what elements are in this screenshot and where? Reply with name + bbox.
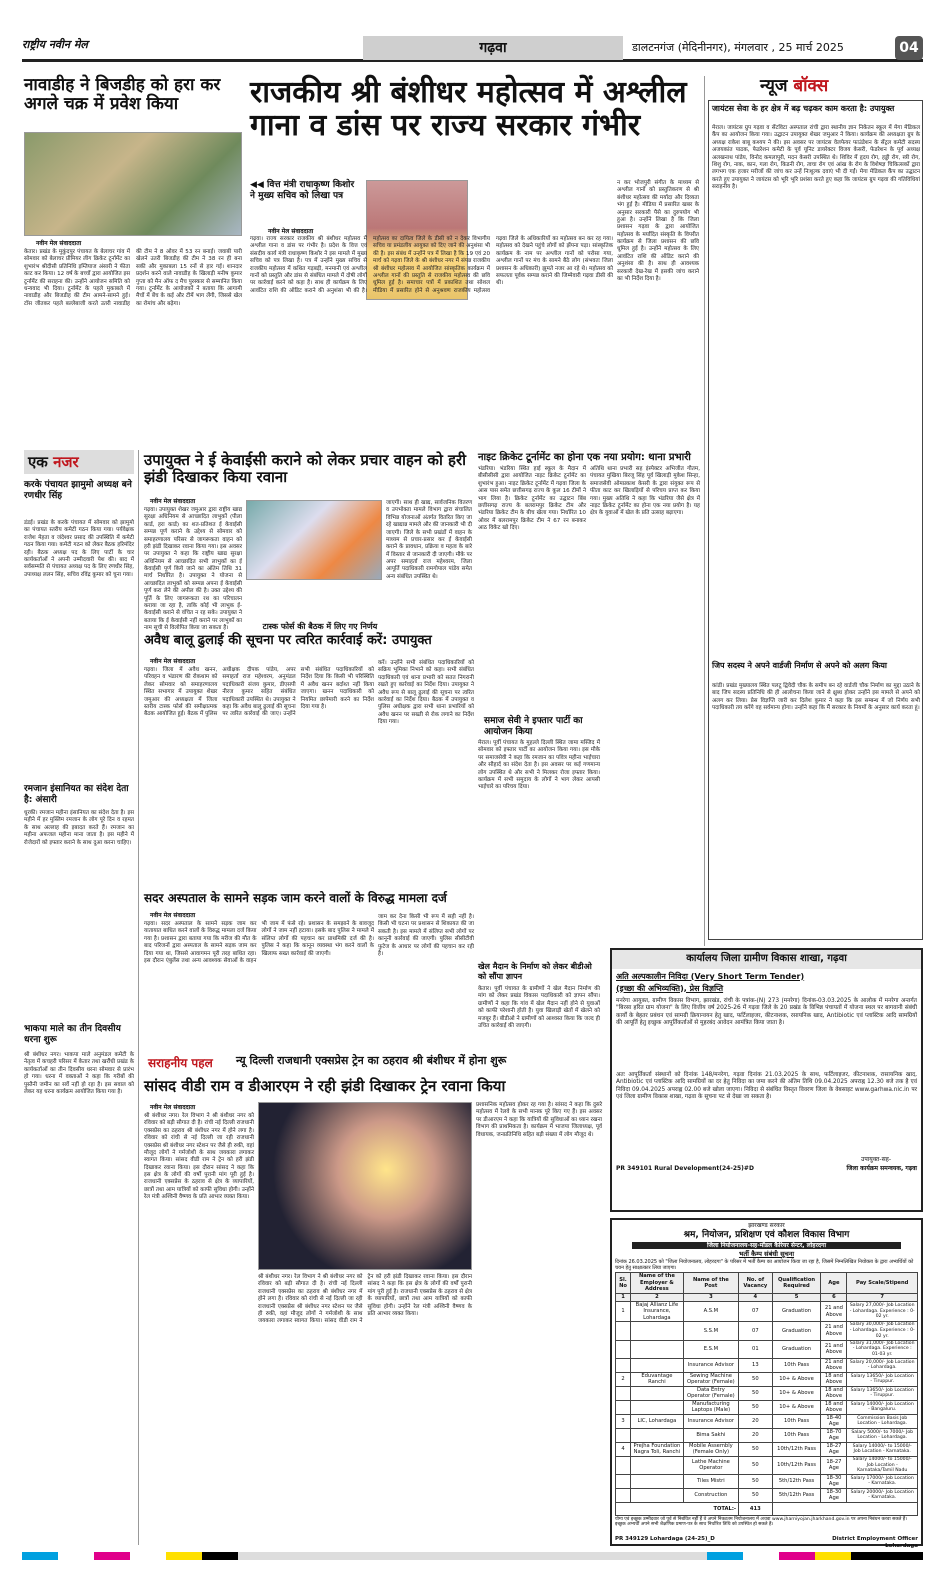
- playground-headline: खेल मैदान के निर्माण को लेकर बीडीओ को सौंपा ज्ञापन: [478, 962, 592, 981]
- train-label: सराहनीय पहल: [144, 1052, 234, 1074]
- train-flag-off-photo: [258, 1102, 472, 1270]
- col-post: Name of the Post: [683, 1273, 738, 1294]
- table-cell: 3: [616, 1414, 631, 1428]
- table-cell: 21 and Above: [821, 1301, 847, 1322]
- tender-body1: मनरेगा आयुक्त, ग्रामीण विकास विभाग, झारखंड, रांची के पत्रांक-(N) 273 (मनरेगा) दिनांक-03.03.2025 के आलोक में मनरेगा अन्तर्गत "बिरसा हरित ग्राम योजना" के लिए वित्तीय वर्ष 2025-26 में गढ़वा जिले के 20 प्रखंड के विभिन्न पंचायतों में योजना स्थल पर बागवानी संबंधी कार्यों के बेहतर प्रबंधन एवं सामग्री क्रियान्वयन हेतु खाद, फर्टिलाइजर, कीटनाशक, रसायनिक खाद, Antibiotic एवं प्लास्टिक आदि सामग्रियों की आपूर्ति हेतु इच्छुक आपूर्तिकर्ताओं से मुहरबंद आवेदन आमंत्रित किया जाता है।: [616, 997, 917, 1027]
- table-cell: [616, 1456, 631, 1474]
- table-cell: Salary 20000/- Job Location - Karnataka.: [847, 1488, 918, 1502]
- hospital-body-cont: जाम कर देना किसी भी रूप में सही नहीं है। किसी भी घटना पर प्रशासन से शिकायत की जा सकती है। इस मामले में संलिप्त सभी लोगों पर कानूनी कार्रवाई की जाएगी। पुलिस सीसीटीवी फुटेज के आधार पर लोगों की पहचान कर रही है।: [378, 914, 474, 957]
- table-row: [616, 1428, 918, 1442]
- colnum: 5: [772, 1293, 821, 1301]
- jobs-notice-text: दिनांक 26.03.2025 को "जिला नियोजनालय, लोहरदगा" के परिसर में भर्ती कैम्प का आयोजन किया जा रहा है, जिसमें निम्नलिखित नियोक्ता के द्वारा अभ्यर्थियों को चयन हेतु साक्षात्कार लिया जाएगा।: [615, 1259, 914, 1272]
- table-cell: Salary 14000/- Job Location - Bangaluru.: [847, 1400, 918, 1414]
- table-cell: 10th Pass: [772, 1358, 821, 1372]
- table-cell: Bajaj Allianz Life Insurance, Lohardaga: [631, 1301, 684, 1322]
- ekyc-byline: नवीन मेल संवाददाता: [150, 498, 196, 505]
- nazar-story3-headline: भाकपा माले का तीन दिवसीय धरना शुरू: [24, 1024, 121, 1046]
- jobs-pr-code: PR 349129 Lohardaga (24-25)_D: [615, 1535, 715, 1542]
- news-box-title: [760, 76, 828, 97]
- table-cell: [631, 1488, 684, 1502]
- chevron-icon: ◀◀: [250, 180, 267, 190]
- table-cell: 10th Pass: [772, 1414, 821, 1428]
- table-cell: Insurance Advisor: [683, 1414, 738, 1428]
- table-cell: 50: [739, 1488, 773, 1502]
- table-cell: Eduvantage Ranchi: [631, 1372, 684, 1386]
- table-cell: 18-30 Age: [821, 1474, 847, 1488]
- table-cell: Graduation: [772, 1301, 821, 1322]
- news-box: [708, 100, 923, 940]
- table-row: [616, 1400, 918, 1414]
- nazar-story2-headline: रमजान इंसानियत का संदेश देता है: अंसारी: [24, 784, 129, 806]
- table-cell: Graduation: [772, 1340, 821, 1358]
- table-cell: Insurance Advisor: [683, 1358, 738, 1372]
- table-cell: Sewing Machine Operator (Female): [683, 1372, 738, 1386]
- table-cell: 20: [739, 1428, 773, 1442]
- nazar-story1-headline: करके पंचायत झामुमो अध्यक्ष बने रणधीर सिंह: [24, 480, 132, 502]
- table-cell: 10+ & Above: [772, 1386, 821, 1400]
- tender-notice: [610, 948, 923, 1212]
- table-cell: Salary 14000/- to 15000/- Job Location - Karnataka.: [847, 1442, 918, 1456]
- news-box-title-a: न्यूज: [760, 76, 788, 96]
- table-cell: 01: [739, 1340, 773, 1358]
- print-color-bar: [22, 1552, 923, 1560]
- train-body: श्री बंशीधर नगर। रेल विभाग ने श्री बंशीधर नगर को रविवार को बड़ी सौगात दी है। रांची नई दिल्ली राजधानी एक्सप्रेस का ठहराव श्री बंशीधर नगर में होने लगा है। रविवार को रांची से नई दिल्ली जा रही राजधानी एक्सप्रेस श्री बंशीधर नगर स्टेशन पर जैसे ही रुकी, वहां मौजूद लोगों ने गर्मजोशी के साथ जयकारा लगाकर स्वागत किया। सांसद वीडी राम ने ट्रेन को हरी झंडी दिखाकर रवाना किया। इस दौरान सांसद ने कहा कि इस क्षेत्र के लोगों की वर्षों पुरानी मांग पूरी हुई है। राजधानी एक्सप्रेस के ठहराव से क्षेत्र के व्यापारियों, छात्रों तथा आम यात्रियों को काफी सुविधा होगी। उन्होंने रेल मंत्री अश्विनी वैष्णव के प्रति आभार व्यक्त किया।: [144, 1113, 254, 1201]
- colnum: 7: [847, 1293, 918, 1301]
- train-body-cont: प्रशासनिक महोत्सव होकर रह गया है। सांसद ने कहा कि दुसरे महोत्सव में रेलवे के सभी मानक पूरे किए गए हैं। इस अवसर पर डीआरएम ने कहा कि यात्रियों की सुविधाओं का ध्यान रखना विभाग की प्राथमिकता है। कार्यक्रम में भाजपा जिलाध्यक्ष, पूर्व विधायक, जनप्रतिनिधि सहित बड़ी संख्या में लोग मौजूद थे।: [476, 1102, 602, 1138]
- main-body: गढ़वा। राज्य सरकार राजकीय श्री बंशीधर महोत्सव में अश्लील गाना व डांस पर गंभीर है। प्रदेश के वित्त एवं संसदीय कार्य मंत्री राधाकृष्ण किशोर ने इस मामले में मुख्य सचिव को पत्र लिखा है। पत्र में उन्होंने मुख्य सचिव से राजकीय महोत्सव में कथित गड़बड़ी, मनमानी एवं अश्लील गानों को प्रस्तुति और डांस से संबंधित मामले में दोषी लोगों पर कार्रवाई करने को कहा है। साथ ही कार्यक्रम के लिए आवंटित राशि की ऑडिट कराने की अनुशंसा भी की है। महोत्सव का दायित्व जिले के डीसी को न देकर विभागीय सचिव या प्रमंडलीय आयुक्त को दिए जाने की अनुशंसा भी की है। इस संबंध में उन्होंने पत्र में लिखा है कि 19 एवं 20 मार्च को गढ़वा जिले के श्री बंशीधर नगर में संपन्न राजकीय श्री बंशीधर महोत्सव में आयोजित सांस्कृतिक कार्यक्रम में अश्लील गानों की प्रस्तुति से राजकीय महोत्सव की छवि धूमिल हुई है। समाचार पत्रों में प्रकाशित तथा सोशल मीडिया में प्रसारित होने से अनुश्रवण राजकीय महोत्सव गढ़वा जिले के अधिकारियों का महोत्सव बन कर रह गया। महोत्सव को देखने पहुंचे लोगों को झेंपना पड़ा। सांस्कृतिक कार्यक्रम के नाम पर अश्लील गानों को परोसा गया, अश्लील गानों पर मंच के सामने बैठे लोग (संभवतः जिला प्रशासन के अधिकारी) झूमते नजर आ रहे थे। महोत्सव को सफलता पूर्वक सम्पन्न कराने की जिम्मेवारी गढ़वा डीसी की थी।: [250, 236, 613, 294]
- colnum: 1: [616, 1293, 631, 1301]
- table-row: [616, 1456, 918, 1474]
- nazar-story2-body: धुरकी। रमजान महीना इंसानियत का संदेश देता है। इस महीने में हर मुस्लिम रमजान के लोग पूरे दिन व रहमत के साथ अल्लाह की इबादत करते हैं। रमजान का महीना अफजल महीना माना जाता है। इस महीने में रोजेदारों को इफ्तार कराने के साथ दुआ करना चाहिए।: [24, 810, 134, 846]
- table-cell: Salary 5000/- to 7000/- Job Location - Lohardaga.: [847, 1428, 918, 1442]
- table-cell: Salary 27,000/- Job Location - Lohardaga. Experience : 0-02 yr.: [847, 1301, 918, 1322]
- table-cell: 50: [739, 1400, 773, 1414]
- taskforce-kicker: टास्क फोर्स की बैठक में लिए गए निर्णय: [262, 622, 378, 631]
- nazar-story1-body: डंडई। प्रखंड के करके पंचायत में सोमवार को झामुमो का पंचायत स्तरीय कमेटी गठन किया गया। पर्यवेक्षक राजेश मेहता व जंदेश्वर प्रसाद की उपस्थिति में कमेटी गठन किया गया। कमेटी गठन को लेकर बैठक हरिमंदिर रही। बैठक अध्यक्ष पद के लिए पार्टी के चार कार्यकर्ताओं ने अपनी उम्मीदवारी पेश की। बाद में सर्वसम्मति से पंचायत अध्यक्ष पद के लिए रणधीर सिंह, उपाध्यक्ष ललन सिंह, सचिव रविंद्र कुमार को चुना गया।: [24, 520, 134, 578]
- table-cell: 21 and Above: [821, 1322, 847, 1340]
- ekyc-headline: उपायुक्त ने ई केवाईसी कराने को लेकर प्रचार वाहन को हरी झंडी दिखाकर किया रवाना: [144, 451, 467, 486]
- left-top-headline: नावाडीह ने बिजडीह को हरा कर अगले चक्र में प्रवेश किया: [24, 75, 221, 114]
- hospital-headline: सदर अस्पताल के सामने सड़क जाम करने वालों के विरुद्ध मामला दर्ज: [144, 891, 447, 905]
- tender-office: कार्यालय जिला ग्रामीण विकास शाखा, गढ़वा: [612, 950, 921, 969]
- col-age: Age: [821, 1273, 847, 1294]
- hospital-body: गढ़वा। सदर अस्पताल के सामने सड़क जाम कर यातायात बाधित करने वालों के विरुद्ध मामला दर्ज किया गया है। प्रशासन द्वारा बताया गया कि मरीज की मौत के बाद परिजनों द्वारा अस्पताल के सामने सड़क जाम कर दिया गया था, जिससे आवागमन पूरी तरह बाधित रहा। इस दौरान एंबुलेंस तथा अन्य आवश्यक सेवाओं के वाहन भी जाम में फंसे रहे। प्रशासन के समझाने के बावजूद लोगों ने जाम नहीं हटाया। इसके बाद पुलिस ने मामले में संलिप्त लोगों की पहचान कर प्राथमिकी दर्ज की है। पुलिस ने कहा कि कानून व्यवस्था भंग करने वालों के खिलाफ सख्त कार्रवाई की जाएगी।: [144, 921, 374, 964]
- table-cell: [616, 1474, 631, 1488]
- train-kicker: न्यू दिल्ली राजधानी एक्सप्रेस ट्रेन का ठहराव श्री बंशीधर में होना शुरू: [236, 1054, 507, 1067]
- col-employer: Name of the Employer & Address: [631, 1273, 684, 1294]
- table-row: [616, 1474, 918, 1488]
- table-cell: [631, 1386, 684, 1400]
- news-box-title-b: बॉक्स: [793, 76, 829, 96]
- jobs-table-body: [616, 1301, 918, 1502]
- main-headline: राजकीय श्री बंशीधर महोत्सव में अश्लील गाना व डांस पर राज्य सरकार गंभीर: [250, 75, 687, 143]
- table-cell: Commission Basis Job Location - Lohardaga.: [847, 1414, 918, 1428]
- nazar-label-b: नजर: [53, 453, 79, 471]
- train-headline: सांसद वीडी राम व डीआरएम ने रही झंडी दिखाकर ट्रेन रवाना किया: [144, 1077, 506, 1095]
- ekyc-body-cont: जाएगी। साथ ही खाद्य, सार्वजनिक वितरण व उपभोक्ता मामले विभाग द्वारा संचालित विभिन्न योजनाओं अंतर्गत वितरित किए जा रहे खाद्यान्न मामले और की जानकारी भी दी जाएगी। जिले के सभी प्रखंडों में वाहन के माध्यम से प्रचार-प्रसार कर ई केवाईसी कराने के प्रावधान, प्रक्रिया व महत्व के बारे में विस्तार से जानकारी दी जाएगी। मौके पर अपर समाहर्ता राज महेश्वरम, जिला आपूर्ति पदाधिकारी रामगोपाल पांडेय समेत अन्य संबंधित उपस्थित थे।: [386, 500, 472, 580]
- table-cell: [631, 1400, 684, 1414]
- table-cell: Lathe Machine Operator: [683, 1456, 738, 1474]
- table-cell: 18-30 Age: [821, 1488, 847, 1502]
- table-cell: 21 and Above: [821, 1340, 847, 1358]
- table-cell: E.S.M: [683, 1340, 738, 1358]
- jobs-table: [615, 1272, 918, 1516]
- table-cell: Salary 13650/- Job Location - Tiruppur.: [847, 1372, 918, 1386]
- table-cell: Bima Sakhi: [683, 1428, 738, 1442]
- table-cell: Salary 20,000/- Job Location - Lohardaga.: [847, 1358, 918, 1372]
- table-cell: [631, 1358, 684, 1372]
- jobs-footer: योग्य एवं इच्छुक उम्मीदवार जो पूर्व से निबंधित नहीं हैं वे अपने निकटतम नियोजनालय में अथवा www.jharniyojan.jharkhand.gov.in पर अपना निबंधन करवा सकते हैं। इच्छुक अभ्यर्थी अपने सभी शैक्षणिक प्रमाण-पत्र के साथ निर्धारित तिथि को उपस्थित हो सकते हैं।: [615, 1516, 907, 1528]
- table-row: [616, 1358, 918, 1372]
- nazar-label-a: एक: [28, 453, 48, 471]
- table-cell: S.S.M: [683, 1322, 738, 1340]
- news-box-story1-headline: जायंटस सेवा के हर क्षेत्र में बढ़ चढ़कर काम करता है: उपायुक्त: [712, 104, 895, 113]
- table-cell: 4: [616, 1442, 631, 1456]
- table-cell: [616, 1400, 631, 1414]
- taskforce-headline: अवैध बालू ढुलाई की सूचना पर त्वरित कार्रवाई करें: उपायुक्त: [144, 633, 432, 648]
- table-cell: 18 and Above: [821, 1372, 847, 1386]
- table-cell: Tiles Mistri: [683, 1474, 738, 1488]
- table-cell: 18 and Above: [821, 1400, 847, 1414]
- table-cell: 10+ & Above: [772, 1400, 821, 1414]
- table-cell: 13: [739, 1358, 773, 1372]
- table-cell: Salary 30,000/- Job Location - Lohardaga. Experience : 0-02 yr.: [847, 1322, 918, 1340]
- colnum: 3: [683, 1293, 738, 1301]
- jobs-total-row: [616, 1502, 918, 1515]
- col-qualification: Qualification Required: [772, 1273, 821, 1294]
- train-body-mid: श्री बंशीधर नगर। रेल विभाग ने श्री बंशीधर नगर को रविवार को बड़ी सौगात दी है। रांची नई दिल्ली राजधानी एक्सप्रेस का ठहराव श्री बंशीधर नगर में होने लगा है। रविवार को रांची से नई दिल्ली जा रही राजधानी एक्सप्रेस श्री बंशीधर नगर स्टेशन पर जैसे ही रुकी, वहां मौजूद लोगों ने गर्मजोशी के साथ जयकारा लगाकर स्वागत किया। सांसद वीडी राम ने ट्रेन को हरी झंडी दिखाकर रवाना किया। इस दौरान सांसद ने कहा कि इस क्षेत्र के लोगों की वर्षों पुरानी मांग पूरी हुई है। राजधानी एक्सप्रेस के ठहराव से क्षेत्र के व्यापारियों, छात्रों तथा आम यात्रियों को काफी सुविधा होगी। उन्होंने रेल मंत्री अश्विनी वैष्णव के प्रति आभार व्यक्त किया।: [258, 1274, 472, 1325]
- table-cell: Salary 13650/- Job Location - Tiruppur.: [847, 1386, 918, 1400]
- main-byline: नवीन मेल संवाददाता: [268, 228, 314, 235]
- main-body-cont: न कर भोजपुरी संगीत के माध्यम से अश्लील गानों को प्रस्तुतिकरण से श्री बंशीधर महोत्सव की मर्यादा और दिव्यता भंग हुई है। मीडिया में प्रसारित खबर के अनुसार सरकारी पैसे का दुरुपयोग भी हुआ है। उन्होंने लिखा है कि जिला प्रशासन गढ़वा के द्वारा आयोजित महोत्सव के मर्यादित संस्कृति के विपरीत कार्यक्रम से जिला प्रशासन की छवि धूमिल हुई है। उन्होंने महोत्सव के लिए आवंटित राशि की ऑडिट कराने की अनुशंसा की है। साथ ही आवश्यक सरकारी देख-रेख में इसकी जांच कराने का भी निर्देश दिया है।: [617, 180, 699, 282]
- masthead: [22, 36, 923, 62]
- taskforce-body: गढ़वा। जिला में अवैध खनन, परिवहन व भंडारण की रोकथाम को लेकर सोमवार को समाहरणालय स्थित सभागार में उपायुक्त शेखर जमुआर की अध्यक्षता में जिला स्तरीय टास्क फोर्स की समीक्षात्मक बैठक आयोजित हुई। बैठक में पुलिस अधीक्षक दीपक पांडेय, अपर समाहर्ता राज महेश्वरम, अनुमंडल पदाधिकारी संजय कुमार, डीएसपी नीरज कुमार सहित संबंधित पदाधिकारी उपस्थित थे। उपायुक्त ने कहा कि अवैध बालू ढुलाई की सूचना पर त्वरित कार्रवाई की जाए। उन्होंने सभी संबंधित पदाधिकारियों को निर्देश दिया कि किसी भी परिस्थिति में अवैध खनन बर्दाश्त नहीं किया जाएगा। खनन पदाधिकारी को नियमित छापेमारी करने का निर्देश दिया गया है।: [144, 667, 374, 718]
- table-cell: [616, 1386, 631, 1400]
- table-cell: [631, 1456, 684, 1474]
- table-row: [616, 1340, 918, 1358]
- taskforce-byline: नवीन मेल संवाददाता: [150, 658, 196, 665]
- table-cell: [631, 1322, 684, 1340]
- vehicle-flag-off-photo: [246, 500, 382, 580]
- table-row: [616, 1301, 918, 1322]
- taskforce-body-cont: करें। उन्होंने सभी संबंधित पदाधिकारियों को सक्रिय भूमिका निभाने को कहा। सभी संबंधित पदाधिकारी एवं थाना प्रभारी को सतत निगरानी रखते हुए कार्रवाई का निर्देश दिया। उपायुक्त ने अवैध रूप से बालू ढुलाई की सूचना पर त्वरित कार्रवाई का निर्देश दिया। बैठक में उपायुक्त व पुलिस अधीक्षक द्वारा सभी थाना प्रभारियों को अवैध खनन पर सख्ती से रोक लगाने का निर्देश दिया गया।: [378, 660, 474, 725]
- table-cell: 10th Pass: [772, 1428, 821, 1442]
- social-party-body: मेराल। पूर्वी पंचायत के मुहल्ले दिल्ली स्थित जामा मस्जिद में सोमवार को इफ्तार पार्टी का आयोजन किया गया। इस मौके पर समाजसेवी ने कहा कि रमजान का पवित्र महीना भाईचारा और सौहार्द का संदेश देता है। इस अवसर पर कई गणमान्य लोग उपस्थित थे और सभी ने मिलकर रोजा इफ्तार किया। कार्यक्रम में सभी समुदाय के लोगों ने भाग लेकर आपसी भाईचारे का परिचय दिया।: [478, 740, 600, 791]
- dateline: डालटनगंज (मेदिनीनगर), मंगलवार , 25 मार्च 2025: [632, 41, 844, 54]
- table-cell: [616, 1322, 631, 1340]
- table-cell: 5th/12th Pass: [772, 1474, 821, 1488]
- table-cell: 50: [739, 1442, 773, 1456]
- table-cell: [616, 1340, 631, 1358]
- tender-signature2: जिला कार्यक्रम समन्वयक, गढ़वा: [846, 1165, 917, 1172]
- playground-body: केतार। पूर्वी पंचायत के ग्रामीणों ने खेल मैदान निर्माण की मांग को लेकर प्रखंड विकास पदाधिकारी को ज्ञापन सौंपा। ग्रामीणों ने कहा कि गांव में खेल मैदान नहीं होने से युवाओं को काफी परेशानी होती है। युवा खिलाड़ी खेतों में खेलने को मजबूर हैं। बीडीओ ने ग्रामीणों को आश्वस्त किया कि जल्द ही उचित कार्रवाई की जाएगी।: [478, 986, 600, 1029]
- table-cell: 1: [616, 1301, 631, 1322]
- table-cell: [631, 1474, 684, 1488]
- table-row: [616, 1442, 918, 1456]
- table-cell: 50: [739, 1386, 773, 1400]
- table-cell: 20: [739, 1414, 773, 1428]
- col-vacancy: No. of Vacancy: [739, 1273, 773, 1294]
- table-cell: 50: [739, 1372, 773, 1386]
- table-cell: [616, 1358, 631, 1372]
- news-box-story1-body: मेराल। जायंटस ग्रुप गढ़वा व सेंटविटा अस्पताल रांची द्वारा स्थानीय ज्ञान निकेतन स्कूल में मेगा मेडिकल कैंप का आयोजन किया गया। उद्घाटन उपायुक्त शेखर जमुआर ने किया। कार्यक्रम की अध्यक्षता ग्रुप के अध्यक्ष राकेश बाबू कश्यप ने की। इस अवसर पर जायंटस वेलफेयर फाउंडेशन के सेंट्रल कमेटी सदस्य अजयकांत पाठक, फेडरेशन कमेटी के पूर्व यूनिट डायरेक्टर विजय केसरी, फेडरेशन के पूर्व अध्यक्ष अलखनाथ पांडेय, विनोद कमलापुरी, मदन केसरी उपस्थित थे। शिविर में हृदय रोग, हड्डी रोग, स्त्री रोग, शिशु रोग, नाक, कान, गला रोग, किडनी रोग, त्वचा रोग एवं आंख के रोग के विशेषज्ञ चिकित्सकों द्वारा लगभग एक हजार मरीजों की जांच कर उन्हें निःशुल्क दवाएं भी दी गईं। मेगा मेडिकल कैंप का उद्घाटन करते हुए उपायुक्त ने जायंटस को भूरि भूरि प्रशंसा करते हुए कहा कि जायंटस ग्रुप गढ़वा की गतिविधियां सराहनीय है।: [712, 125, 920, 190]
- table-cell: 50: [739, 1456, 773, 1474]
- jobs-camp: भर्ती कैम्प संबंधी सूचना: [738, 1250, 795, 1259]
- table-cell: Mobile Assembly (Female Only): [683, 1442, 738, 1456]
- nazar-divider: [138, 450, 139, 1545]
- table-row: [616, 1372, 918, 1386]
- table-cell: Manufacturing Laptops (Male): [683, 1400, 738, 1414]
- night-cricket-body-cont: अतिथि थाना प्रभारी सह इंस्पेक्टर अभिजीत गौतम, पंचायत मुखिया बिरजू सिंह पूर्व खिलाड़ी मुकेश सिन्हा, समाजसेवी ओमप्रकाश केसरी के द्वारा संयुक्त रूप से फीता काट कर खिलाड़ियों से परिचय प्राप्त कर किया गया। मुख्य अतिथि ने कहा कि भंडरिया जैसे क्षेत्र में नाइट क्रिकेट टूर्नामेंट का होना एक नया प्रयोग है। यह क्षेत्र के युवाओं में खेल के प्रति उत्साह बढ़ाएगा।: [590, 466, 700, 517]
- table-row: [616, 1322, 918, 1340]
- table-cell: [616, 1428, 631, 1442]
- table-cell: Construction: [683, 1488, 738, 1502]
- colnum: 4: [739, 1293, 773, 1301]
- table-cell: 18-40 Age: [821, 1414, 847, 1428]
- night-cricket-headline: नाइट क्रिकेट टूर्नामेंट का होना एक नया प्रयोग: थाना प्रभारी: [478, 452, 691, 463]
- paper-name: राष्ट्रीय नवीन मेल: [22, 38, 88, 51]
- table-cell: 50: [739, 1474, 773, 1488]
- col-sl: Sl. No: [616, 1273, 631, 1294]
- colnum: 6: [821, 1293, 847, 1301]
- table-cell: 21 and Above: [821, 1358, 847, 1372]
- jobs-signature2: Lohardaga: [885, 1542, 918, 1549]
- table-cell: 18 and Above: [821, 1386, 847, 1400]
- table-cell: 2: [616, 1372, 631, 1386]
- jobs-table-colnums: [616, 1293, 918, 1301]
- left-top-byline: नवीन मेल संवाददाता: [36, 240, 82, 247]
- table-cell: [631, 1340, 684, 1358]
- news-box-story2-body: कांडी। प्रखंड मुख्यालय स्थित पलटू द्विवेदी चौक के समीप बन रहे वार्डजी चौक निर्माण का मुद्दा उठाने के बाद जिप सदस्य प्रतिनिधि की ही आलोचना किया जाने से क्षुब्ध होकर उन्होंने इस मामले से अपने को अलग कर लिया। प्रेस विज्ञप्ति जारी कर दिलेश कुमार ने कहा कि इस सम्बन्ध में जो निर्णय सभी पदाधिकारी तय करेंगे वह सर्वमान्य होगा। उन्होंने कहा कि मैं सरकार के नियमों के अनुसार कार्य करता हूं।: [712, 683, 920, 712]
- table-cell: 10th/12th Pass: [772, 1456, 821, 1474]
- news-box-story2-headline: जिप सदस्य ने अपने वार्डजी निर्माण से अपने को अलग किया: [712, 661, 887, 670]
- tender-subtitle: (इच्छा की अभिव्यक्ति), प्रेस विज्ञप्ति: [616, 983, 724, 993]
- tender-signature1: उपायुक्त-सह-: [861, 1155, 891, 1163]
- col-pay: Pay Scale/Stipend: [847, 1273, 918, 1294]
- table-cell: A.S.M: [683, 1301, 738, 1322]
- table-row: [616, 1386, 918, 1400]
- train-byline: नवीन मेल संवाददाता: [150, 1104, 196, 1111]
- jobs-table-header: [616, 1273, 918, 1294]
- table-row: [616, 1414, 918, 1428]
- column-divider: [704, 76, 705, 946]
- table-cell: 07: [739, 1322, 773, 1340]
- table-cell: Data Entry Operator (Female): [683, 1386, 738, 1400]
- colnum: 2: [631, 1293, 684, 1301]
- jobs-dept: श्रम, नियोजन, प्रशिक्षण एवं कौशल विकास विभाग: [683, 1229, 850, 1240]
- jobs-total-value: 413: [739, 1502, 773, 1515]
- table-cell: 18-27 Age: [821, 1442, 847, 1456]
- page-number: 04: [895, 36, 923, 60]
- table-cell: LIC, Lohardaga: [631, 1414, 684, 1428]
- hospital-byline: नवीन मेल संवाददाता: [150, 912, 196, 919]
- jobs-office: जिला नियोजनालय-सह-मॉडल कैरियर सेन्टर, लोहरदगा: [632, 1242, 901, 1250]
- table-cell: Salary 31,000/- Job Location - Lohardaga. Experience : 01-03 yr.: [847, 1340, 918, 1358]
- tender-title: अति अल्पकालीन निविदा (Very Short Term Tender): [616, 971, 805, 981]
- table-row: [616, 1488, 918, 1502]
- tender-body2: अतः आपूर्तिकर्ता संस्थानों को दिनांक 148/मनरेगा, गढ़वा दिनांक 21.03.2025 के साथ, फर्टिलाइजर, कीटनाशक, रासायनिक खाद, Antibiotic एवं प्लास्टिक आदि सामग्रियों का दर हेतु निविदा का जमा करने की अंतिम तिथि 09.04.2025 अपराह्न 12.30 बजे तक है एवं निविदा 09.04.2025 अपराह्न 02.00 बजे खोला जाएगा। निविदा से संबंधित विस्तृत विवरण जिला के वेबसाइट www.garhwa.nic.in पर एवं जिला ग्रामीण विकास शाखा, गढ़वा के सूचना पट से देखा जा सकता है।: [616, 1071, 917, 1101]
- left-top-body: केतार। प्रखंड के मुकुंदपुर पंचायत के बेलाचर गांव में सोमवार को बेलाचर प्रीमियर लीग क्रिकेट टूर्नामेंट का शुभारंभ श्रीदीसी प्रतिनिधि इम्तियाज अंसारी ने फीता काट कर किया। 12 वर्ष के बच्चों द्वारा आयोजित इस टूर्नामेंट की सराहना की। उन्होंने आयोजन समिति को धन्यवाद भी दिया। टूर्नामेंट के पहले मुकाबले में नावाडीह और बिजडीह की टीम आमने-सामने हुई। टॉस जीतकर पहले बल्लेबाजी करते उतरी नावाडीह की टीम ने 8 ओवर में 53 रन बनाई। जवाबी पारी खेलने उतरी बिजडीह की टीम ने 38 रन ही बना सकी और मुकाबला 15 रनों से हार गई। शानदार प्रदर्शन करने वाले नावाडीह के खिलाड़ी मनीष कुमार गुप्ता को मैन ऑफ द मैच पुरस्कार से सम्मानित किया गया। टूर्नामेंट के आयोजकों ने बताया कि आगामी मैचों में बेंच के कई और टीमें भाग लेंगी, जिससे खेल का रोमांच और बढ़ेगा।: [24, 249, 242, 307]
- table-cell: Prejha Foundation Nagra Toli, Ranchi: [631, 1442, 684, 1456]
- tender-pr-code: PR 349101 Rural Development(24-25)#D: [616, 1165, 754, 1172]
- section-tag: गढ़वा: [363, 36, 623, 60]
- jobs-govt: झारखण्ड सरकार: [748, 1222, 785, 1229]
- cricket-team-photo: [24, 132, 242, 236]
- ekyc-body: गढ़वा। उपायुक्त शेखर जमुआर द्वारा राष्ट्रीय खाद्य सुरक्षा अधिनियम से आच्छादित लाभुकों (पीला कार्ड, हरा कार्ड) का शत-प्रतिशत ई केवाईसी सम्पन्न पूर्ण कराने के उद्देश्य से सोमवार को समाहरणालय परिसर से जागरूकता वाहन को हरी झंडी दिखाकर रवाना किया गया। इस अवसर पर उपायुक्त ने कहा कि राष्ट्रीय खाद्य सुरक्षा अधिनियम से आच्छादित सभी लाभुकों का ई केवाईसी पूर्ण किये जाने का अंतिम तिथि 31 मार्च निर्धारित है। उपायुक्त ने योजना से आच्छादित लाभुकों को सम्पन्न अपना ई केवाईसी पूर्ण करा लेने की अपील की है। उक्त उद्देश्य की पूर्ति के लिए जागरूकता रथ का परिचालन कराया जा रहा है, ताकि कोई भी लाभुक ई-केवाईसी कराने से वंचित न रह सके। उपायुक्त ने बताया कि ई केवाईसी नहीं कराने पर लाभुकों का नाम सूची से विलोपित किया जा सकता है।: [144, 507, 242, 631]
- table-cell: Salary 17000/- Job Location - Karnataka.: [847, 1474, 918, 1488]
- table-cell: [616, 1488, 631, 1502]
- table-cell: 5th/12th Pass: [772, 1488, 821, 1502]
- main-subhead-text: वित्त मंत्री राधाकृष्ण किशोर ने मुख्य सचिव को लिखा पत्र: [250, 180, 355, 202]
- table-cell: 10+ & Above: [772, 1372, 821, 1386]
- nazar-story3-body: श्री बंशीधर नगर। भाकपा माले अनुमंडल कमेटी के नेतृत्व में कचहरी परिसर में केतार तथा खरौंधी प्रखंड के कार्यकर्ताओं का तीन दिवसीय धरना सोमवार से प्रारंभ हो गया। धरना में वक्ताओं ने कहा कि गरीबों की पुस्तैनी जमीन का सर्वे नहीं हो रहा है। इस सवाल को लेकर यह धरना कार्यक्रम आयोजित किया गया है।: [24, 1052, 134, 1095]
- table-cell: Salary 14000/- to 15000/- Job Location - Karnataka/Tamil Nadu: [847, 1456, 918, 1474]
- jobs-total-label: TOTAL:-: [616, 1502, 739, 1515]
- social-party-headline: समाज सेवी ने इफ्तार पार्टी का आयोजन किया: [484, 716, 583, 738]
- table-cell: Graduation: [772, 1322, 821, 1340]
- table-cell: 07: [739, 1301, 773, 1322]
- jobs-notice: [610, 1218, 923, 1549]
- nazar-label: [24, 450, 134, 474]
- table-cell: 10th/12th Pass: [772, 1442, 821, 1456]
- night-cricket-body: भंडरिया। भंडरिया स्थित हाई स्कूल के मैदान में बीसीसीसी द्वारा आयोजित नाइट क्रिकेट टूर्नामेंट का शुभारंभ हुआ। नाइट क्रिकेट टूर्नामेंट में गढ़वा जिला के आस पास समेत छत्तीसगढ़ राज्य के कुल 16 टीमों ने भाग लिया है। क्रिकेट टूर्नामेंट का उद्घाटन बिंब छत्तीसगढ़ राज्य के बलरामपुर क्रिकेट टीम और भंडरिया क्रिकेट टीम के बीच खेला गया। निर्धारित 10 ओवर में बलरामपुर क्रिकेट टीम ने 67 रन बनाकर आठ विकेट खो दिए।: [478, 466, 586, 531]
- table-cell: 18-27 Age: [821, 1456, 847, 1474]
- table-cell: [631, 1428, 684, 1442]
- table-cell: 18-70 Age: [821, 1428, 847, 1442]
- jobs-signature1: District Employment Officer: [832, 1535, 918, 1542]
- main-subhead: [250, 180, 360, 203]
